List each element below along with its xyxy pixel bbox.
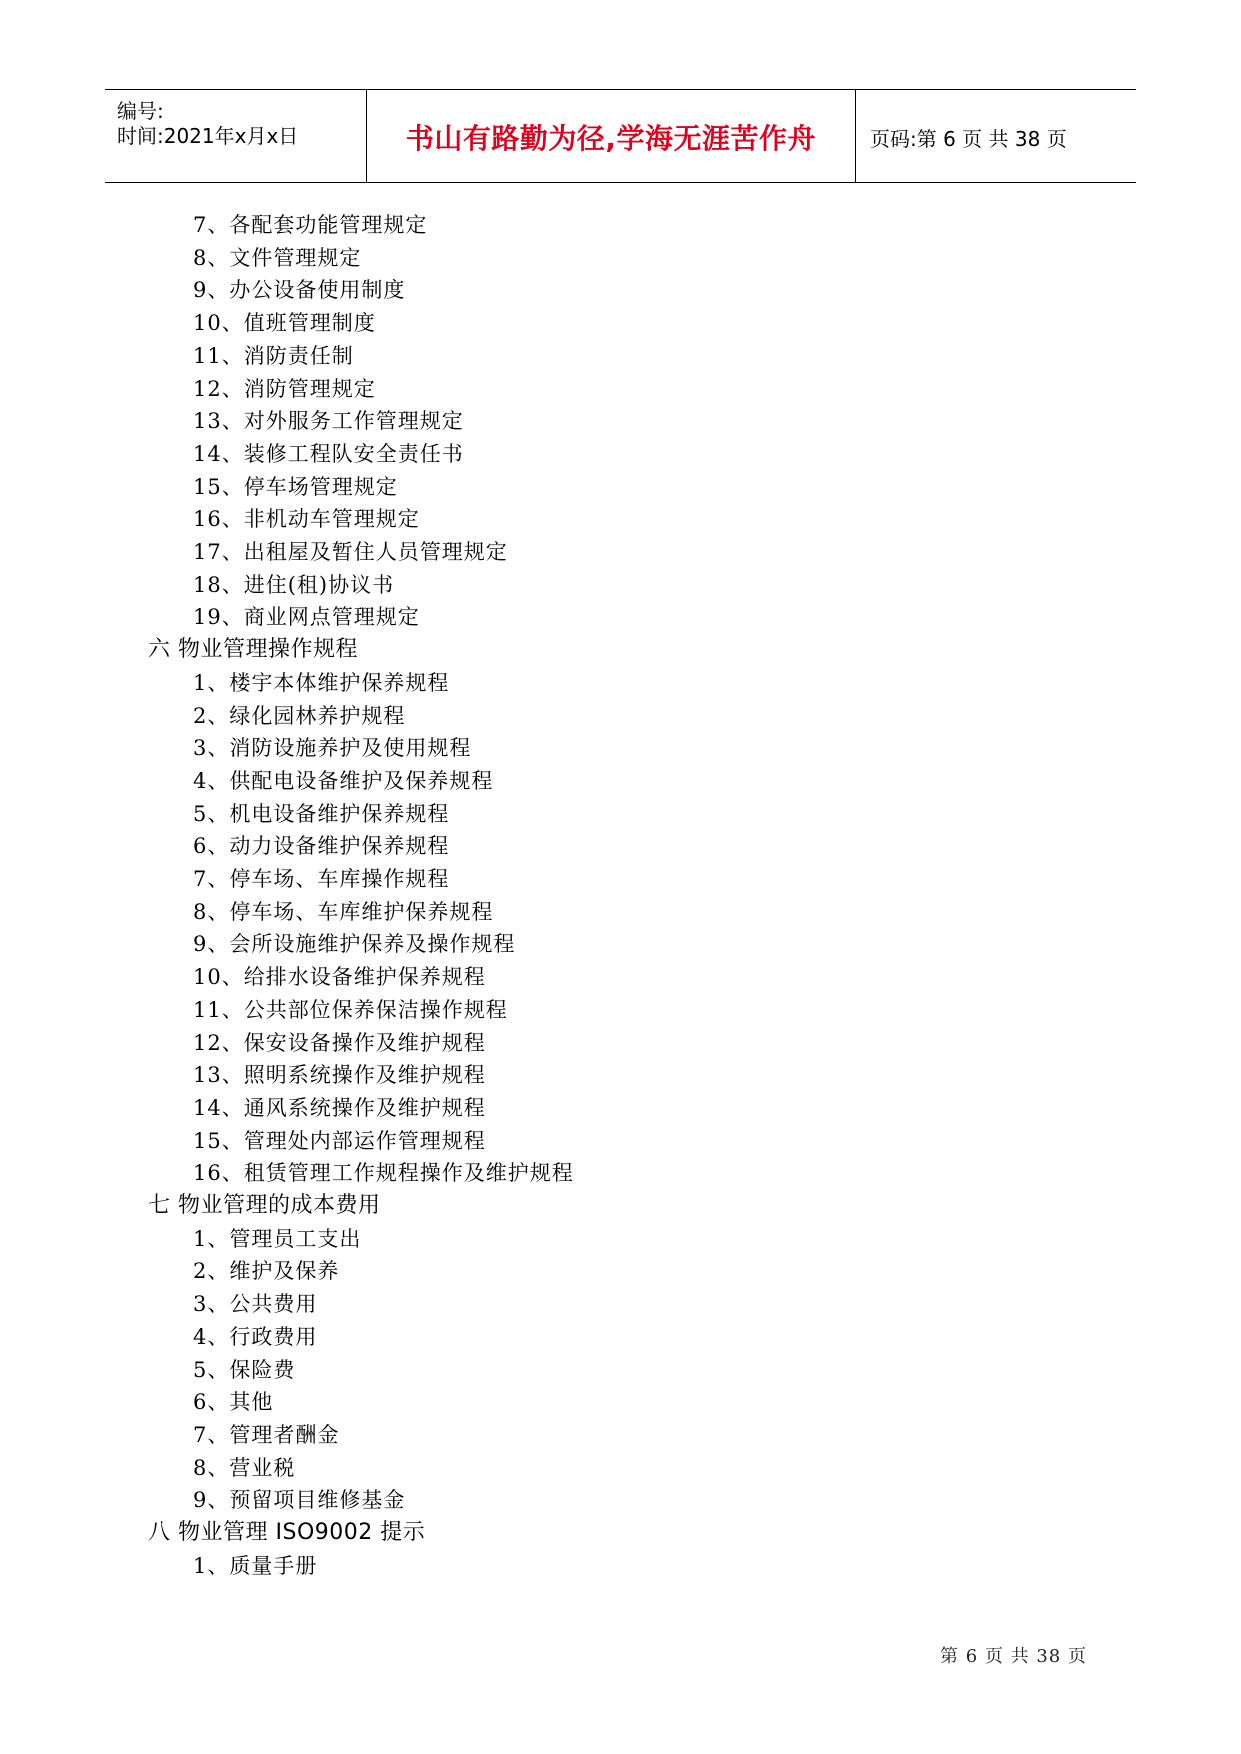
- toc-item: 3、消防设施养护及使用规程: [193, 736, 472, 761]
- toc-item: 11、消防责任制: [193, 343, 354, 368]
- toc-item: 18、进住(租)协议书: [193, 572, 395, 597]
- toc-item: 15、管理处内部运作管理规程: [193, 1128, 486, 1153]
- toc-item: 16、非机动车管理规定: [193, 507, 420, 532]
- toc-item: 7、管理者酬金: [193, 1422, 340, 1447]
- toc-item: 15、停车场管理规定: [193, 474, 398, 499]
- toc-item: 2、维护及保养: [193, 1259, 340, 1284]
- toc-item: 1、管理员工支出: [193, 1226, 362, 1251]
- footer-page-number: 第 6 页 共 38 页: [940, 1646, 1087, 1667]
- toc-item: 11、公共部位保养保洁操作规程: [193, 997, 508, 1022]
- toc-item: 7、各配套功能管理规定: [193, 213, 428, 237]
- toc-item: 1、楼宇本体维护保养规程: [193, 670, 450, 695]
- toc-item: 9、办公设备使用制度: [193, 278, 406, 303]
- header-info-cell: [105, 90, 367, 182]
- document-header: [105, 89, 1136, 183]
- toc-item: 3、公共费用: [193, 1292, 318, 1317]
- toc-item: 17、出租屋及暂住人员管理规定: [193, 540, 508, 564]
- toc-item: 4、供配电设备维护及保养规程: [193, 768, 494, 793]
- toc-item: 9、预留项目维修基金: [193, 1488, 406, 1513]
- header-motto-cell: [367, 90, 856, 182]
- toc-item: 16、租赁管理工作规程操作及维护规程: [193, 1161, 574, 1186]
- header-page-number: 页码:第 6 页 共 38 页: [870, 127, 1067, 151]
- header-page-cell: [856, 90, 1136, 182]
- toc-item: 10、给排水设备维护保养规程: [193, 965, 486, 990]
- toc-item: 6、其他: [193, 1390, 274, 1415]
- toc-item: 13、对外服务工作管理规定: [193, 409, 464, 434]
- toc-item: 7、停车场、车库操作规程: [193, 867, 450, 891]
- toc-item: 14、装修工程队安全责任书: [193, 441, 464, 466]
- toc-item: 9、会所设施维护保养及操作规程: [193, 932, 516, 957]
- toc-item: 10、值班管理制度: [193, 311, 376, 336]
- document-time-label: 时间:2021年x月x日: [117, 124, 299, 148]
- document-number-label: 编号:: [117, 99, 164, 123]
- toc-item: 19、商业网点管理规定: [193, 605, 420, 630]
- toc-item: 12、保安设备操作及维护规程: [193, 1030, 486, 1055]
- header-motto: 书山有路勤为径,学海无涯苦作舟: [405, 122, 817, 155]
- toc-item: 8、停车场、车库维护保养规程: [193, 899, 494, 924]
- toc-section-heading: 八 物业管理 ISO9002 提示: [148, 1520, 426, 1545]
- toc-item: 14、通风系统操作及维护规程: [193, 1095, 486, 1120]
- toc-item: 13、照明系统操作及维护规程: [193, 1063, 486, 1088]
- toc-item: 6、动力设备维护保养规程: [193, 834, 450, 859]
- toc-item: 12、消防管理规定: [193, 376, 376, 401]
- toc-section-heading: 七 物业管理的成本费用: [148, 1193, 381, 1218]
- toc-item: 2、绿化园林养护规程: [193, 703, 406, 728]
- toc-item: 5、保险费: [193, 1357, 296, 1382]
- toc-item: 4、行政费用: [193, 1324, 318, 1349]
- toc-section-heading: 六 物业管理操作规程: [148, 637, 358, 663]
- toc-item: 8、文件管理规定: [193, 245, 362, 270]
- toc-item: 8、营业税: [193, 1455, 296, 1480]
- toc-item: 1、质量手册: [193, 1553, 318, 1578]
- toc-item: 5、机电设备维护保养规程: [193, 801, 450, 826]
